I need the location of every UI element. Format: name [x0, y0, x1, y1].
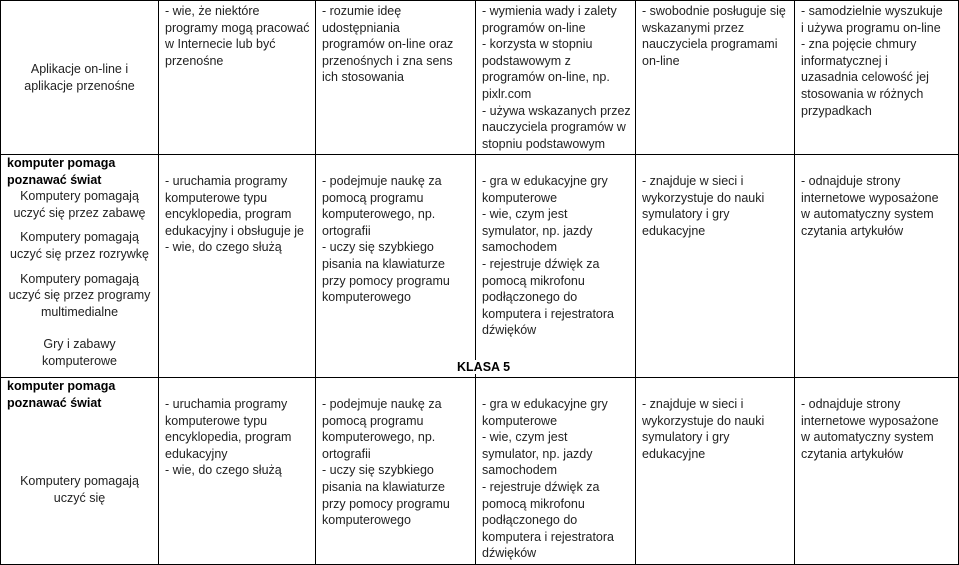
text-line: edukacyjne [642, 446, 706, 461]
text-line: - gra w edukacyjne gry [482, 174, 608, 188]
text-line: - używa wskazanych przez [482, 103, 631, 118]
table-row [1, 155, 959, 378]
section-heading: komputer pomaga poznawać świat [7, 379, 116, 410]
text-line: pomocą programu [322, 190, 424, 205]
requirement-cell [476, 1, 636, 155]
text-line: komputerowe [41, 353, 118, 368]
text-line: - podejmuje naukę za [322, 397, 442, 411]
topic-block [1, 188, 158, 221]
text-line: wskazanymi przez [642, 20, 745, 35]
text-line: - uruchamia programy [165, 397, 288, 411]
requirement-cell [636, 378, 795, 565]
requirement-cell [795, 1, 959, 155]
text-line: pomocą programu [322, 413, 424, 428]
requirement-cell [159, 1, 316, 155]
text-line: - uruchamia programy [165, 174, 288, 188]
text-line: komputerowego, np. [322, 430, 436, 445]
text-line: - znajduje w sieci i [642, 397, 744, 411]
text-line: ich stosowania [322, 70, 404, 85]
requirement-cell [795, 155, 959, 378]
text-line: - zna pojęcie chmury [801, 37, 917, 52]
text-line: - znajduje w sieci i [642, 174, 744, 188]
text-line: edukacyjny i obsługuje je [165, 223, 304, 238]
text-line: - uczy się szybkiego [322, 240, 434, 255]
text-line: Komputery pomagają [20, 271, 139, 286]
requirement-cell [636, 1, 795, 155]
text-line: aplikacje przenośne [24, 78, 135, 93]
text-line: czytania artykułów [801, 446, 904, 461]
topic-cell [1, 1, 159, 155]
text-line: Komputery pomagają [20, 230, 139, 245]
text-line: programów on-line oraz [322, 37, 454, 52]
text-line: internetowe wyposażone [801, 413, 939, 428]
text-line: pomocą mikrofonu [482, 273, 585, 288]
text-line: przy pomocy programu [322, 496, 450, 511]
table-row [1, 378, 959, 565]
text-line: przypadkach [801, 103, 872, 118]
text-line: Aplikacje on-line i [30, 61, 129, 76]
text-line: pisania na klawiaturze [322, 256, 445, 271]
text-line: komputerowego [322, 513, 411, 528]
text-line: - wie, do czego służą [165, 463, 282, 478]
text-line: komputerowe typu [165, 413, 268, 428]
text-line: - wie, że niektóre [165, 4, 260, 18]
text-line: symulatory i gry [642, 430, 730, 445]
text-line: - wymienia wady i zalety [482, 4, 617, 18]
text-line: - wie, czym jest [482, 430, 568, 445]
text-line: w automatyczny system [801, 430, 934, 445]
text-line: uczyć się [53, 490, 106, 505]
text-line: programów on-line, np. [482, 70, 610, 85]
text-line: komputerowe [482, 190, 558, 205]
requirement-cell [316, 378, 476, 565]
text-line: - swobodnie posługuje się [642, 4, 786, 18]
text-line: edukacyjne [642, 223, 706, 238]
text-line: - odnajduje strony [801, 397, 901, 411]
text-line: w Internecie lub być [165, 37, 276, 52]
text-line: symulator, np. jazdy [482, 223, 593, 238]
text-line: nauczyciela programami [642, 37, 778, 52]
text-line: internetowe wyposażone [801, 190, 939, 205]
text-line: Komputery pomagają [20, 189, 139, 204]
text-line: komputerowe typu [165, 190, 268, 205]
requirement-cell [476, 155, 636, 378]
text-line: - uczy się szybkiego [322, 463, 434, 478]
requirement-cell [159, 155, 316, 378]
section-heading: komputer pomaga poznawać świat [7, 156, 116, 187]
text-line: - wie, do czego służą [165, 240, 282, 255]
text-line: - gra w edukacyjne gry [482, 397, 608, 411]
text-line: encyklopedia, program [165, 430, 292, 445]
text-line: Komputery pomagają [20, 474, 139, 489]
text-line: komputerowe [482, 413, 558, 428]
text-line: wykorzystuje do nauki [642, 190, 765, 205]
text-line: uczyć się przez rozrywkę [10, 246, 149, 261]
text-line: - wie, czym jest [482, 207, 568, 222]
text-line: pixlr.com [482, 86, 532, 101]
text-line: informatycznej i [801, 53, 888, 68]
text-line: encyklopedia, program [165, 207, 292, 222]
text-line: multimedialne [40, 304, 119, 319]
text-line: komputera i rejestratora [482, 529, 615, 544]
text-line: stopniu podstawowym [482, 136, 605, 151]
text-line: - korzysta w stopniu [482, 37, 593, 52]
text-line: - odnajduje strony [801, 174, 901, 188]
topic-cell [1, 378, 159, 565]
text-line: programów on-line [482, 20, 586, 35]
text-line: Gry i zabawy [43, 337, 116, 352]
text-line: uczyć się przez zabawę [13, 205, 146, 220]
text-line: pisania na klawiaturze [322, 479, 445, 494]
text-line: pomocą mikrofonu [482, 496, 585, 511]
text-line: podłączonego do [482, 290, 578, 305]
text-line: uczyć się przez programy [8, 288, 151, 303]
topic-block [1, 271, 158, 321]
text-line: - podejmuje naukę za [322, 174, 442, 188]
topic-block [1, 473, 158, 506]
text-line: dźwięków [482, 546, 537, 561]
text-line: samochodem [482, 240, 558, 255]
topic-cell [1, 155, 159, 378]
text-line: stosowania w różnych [801, 86, 924, 101]
text-line: przenośne [165, 53, 224, 68]
text-line: ortografii [322, 223, 371, 238]
text-line: komputerowego [322, 290, 411, 305]
text-line: podłączonego do [482, 513, 578, 528]
text-line: - rejestruje dźwięk za [482, 479, 600, 494]
text-line: programy mogą pracować [165, 20, 310, 35]
text-line: ortografii [322, 446, 371, 461]
text-line: - samodzielnie wyszukuje [801, 4, 943, 18]
text-line: przy pomocy programu [322, 273, 450, 288]
text-line: edukacyjny [165, 446, 228, 461]
requirement-cell [159, 378, 316, 565]
topic-block [1, 229, 158, 262]
text-line: samochodem [482, 463, 558, 478]
text-line: w automatyczny system [801, 207, 934, 222]
text-line: dźwięków [482, 323, 537, 338]
table-row [1, 1, 959, 155]
text-line: i używa programu on-line [801, 20, 941, 35]
text-line: - rozumie ideę [322, 4, 402, 18]
text-line: on-line [642, 53, 680, 68]
requirement-cell [795, 378, 959, 565]
class-label: KLASA 5 [457, 360, 511, 374]
topic-block [1, 336, 158, 369]
requirement-cell [316, 155, 476, 378]
text-line: podstawowym z [482, 53, 571, 68]
text-line: nauczyciela programów w [482, 120, 626, 135]
text-line: symulatory i gry [642, 207, 730, 222]
text-line: uzasadnia celowość jej [801, 70, 929, 85]
text-line: komputerowego, np. [322, 207, 436, 222]
requirement-cell [636, 155, 795, 378]
text-line: symulator, np. jazdy [482, 446, 593, 461]
text-line: przenośnych i zna sens [322, 53, 453, 68]
text-line: czytania artykułów [801, 223, 904, 238]
requirement-cell [476, 378, 636, 565]
text-line: - rejestruje dźwięk za [482, 256, 600, 271]
text-line: wykorzystuje do nauki [642, 413, 765, 428]
requirement-cell [316, 1, 476, 155]
text-line: komputera i rejestratora [482, 306, 615, 321]
text-line: udostępniania [322, 20, 400, 35]
